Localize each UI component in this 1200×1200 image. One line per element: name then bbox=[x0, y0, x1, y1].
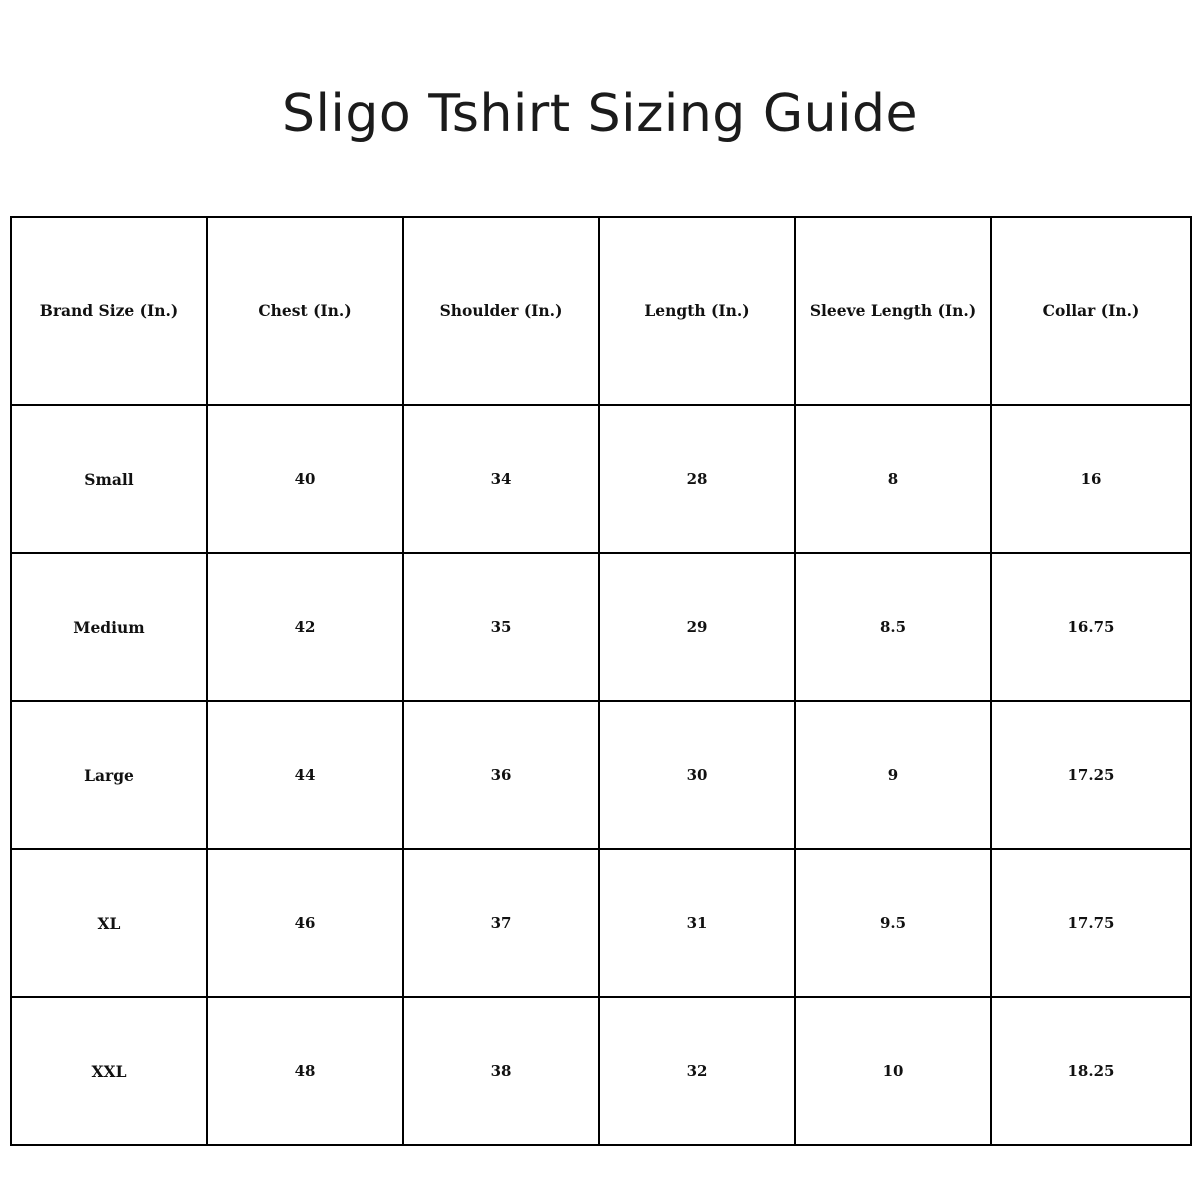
cell-length: 32 bbox=[599, 997, 795, 1145]
cell-collar: 16 bbox=[991, 405, 1191, 553]
column-header-brand-size: Brand Size (In.) bbox=[11, 217, 207, 405]
cell-brand-size: Medium bbox=[11, 553, 207, 701]
table-header bbox=[11, 217, 1191, 405]
cell-length: 31 bbox=[599, 849, 795, 997]
column-header-shoulder: Shoulder (In.) bbox=[403, 217, 599, 405]
cell-shoulder: 37 bbox=[403, 849, 599, 997]
table-row bbox=[11, 849, 1191, 997]
cell-sleeve-length: 8.5 bbox=[795, 553, 991, 701]
cell-shoulder: 38 bbox=[403, 997, 599, 1145]
cell-collar: 16.75 bbox=[991, 553, 1191, 701]
column-header-sleeve-length: Sleeve Length (In.) bbox=[795, 217, 991, 405]
table-row bbox=[11, 405, 1191, 553]
table-body bbox=[11, 405, 1191, 1145]
cell-brand-size: XL bbox=[11, 849, 207, 997]
cell-shoulder: 35 bbox=[403, 553, 599, 701]
cell-shoulder: 34 bbox=[403, 405, 599, 553]
column-header-length: Length (In.) bbox=[599, 217, 795, 405]
cell-sleeve-length: 9.5 bbox=[795, 849, 991, 997]
cell-length: 29 bbox=[599, 553, 795, 701]
cell-brand-size: Large bbox=[11, 701, 207, 849]
size-chart-container bbox=[10, 216, 1190, 1146]
cell-brand-size: Small bbox=[11, 405, 207, 553]
cell-collar: 18.25 bbox=[991, 997, 1191, 1145]
table-row bbox=[11, 997, 1191, 1145]
table-row bbox=[11, 701, 1191, 849]
table-row bbox=[11, 553, 1191, 701]
cell-chest: 48 bbox=[207, 997, 403, 1145]
cell-collar: 17.25 bbox=[991, 701, 1191, 849]
cell-chest: 42 bbox=[207, 553, 403, 701]
column-header-collar: Collar (In.) bbox=[991, 217, 1191, 405]
size-chart-table bbox=[10, 216, 1192, 1146]
page-title: Sligo Tshirt Sizing Guide bbox=[281, 84, 919, 144]
cell-shoulder: 36 bbox=[403, 701, 599, 849]
cell-chest: 46 bbox=[207, 849, 403, 997]
cell-brand-size: XXL bbox=[11, 997, 207, 1145]
cell-chest: 44 bbox=[207, 701, 403, 849]
cell-length: 30 bbox=[599, 701, 795, 849]
cell-sleeve-length: 9 bbox=[795, 701, 991, 849]
cell-sleeve-length: 8 bbox=[795, 405, 991, 553]
table-header-row bbox=[11, 217, 1191, 405]
cell-length: 28 bbox=[599, 405, 795, 553]
cell-sleeve-length: 10 bbox=[795, 997, 991, 1145]
cell-chest: 40 bbox=[207, 405, 403, 553]
cell-collar: 17.75 bbox=[991, 849, 1191, 997]
column-header-chest: Chest (In.) bbox=[207, 217, 403, 405]
